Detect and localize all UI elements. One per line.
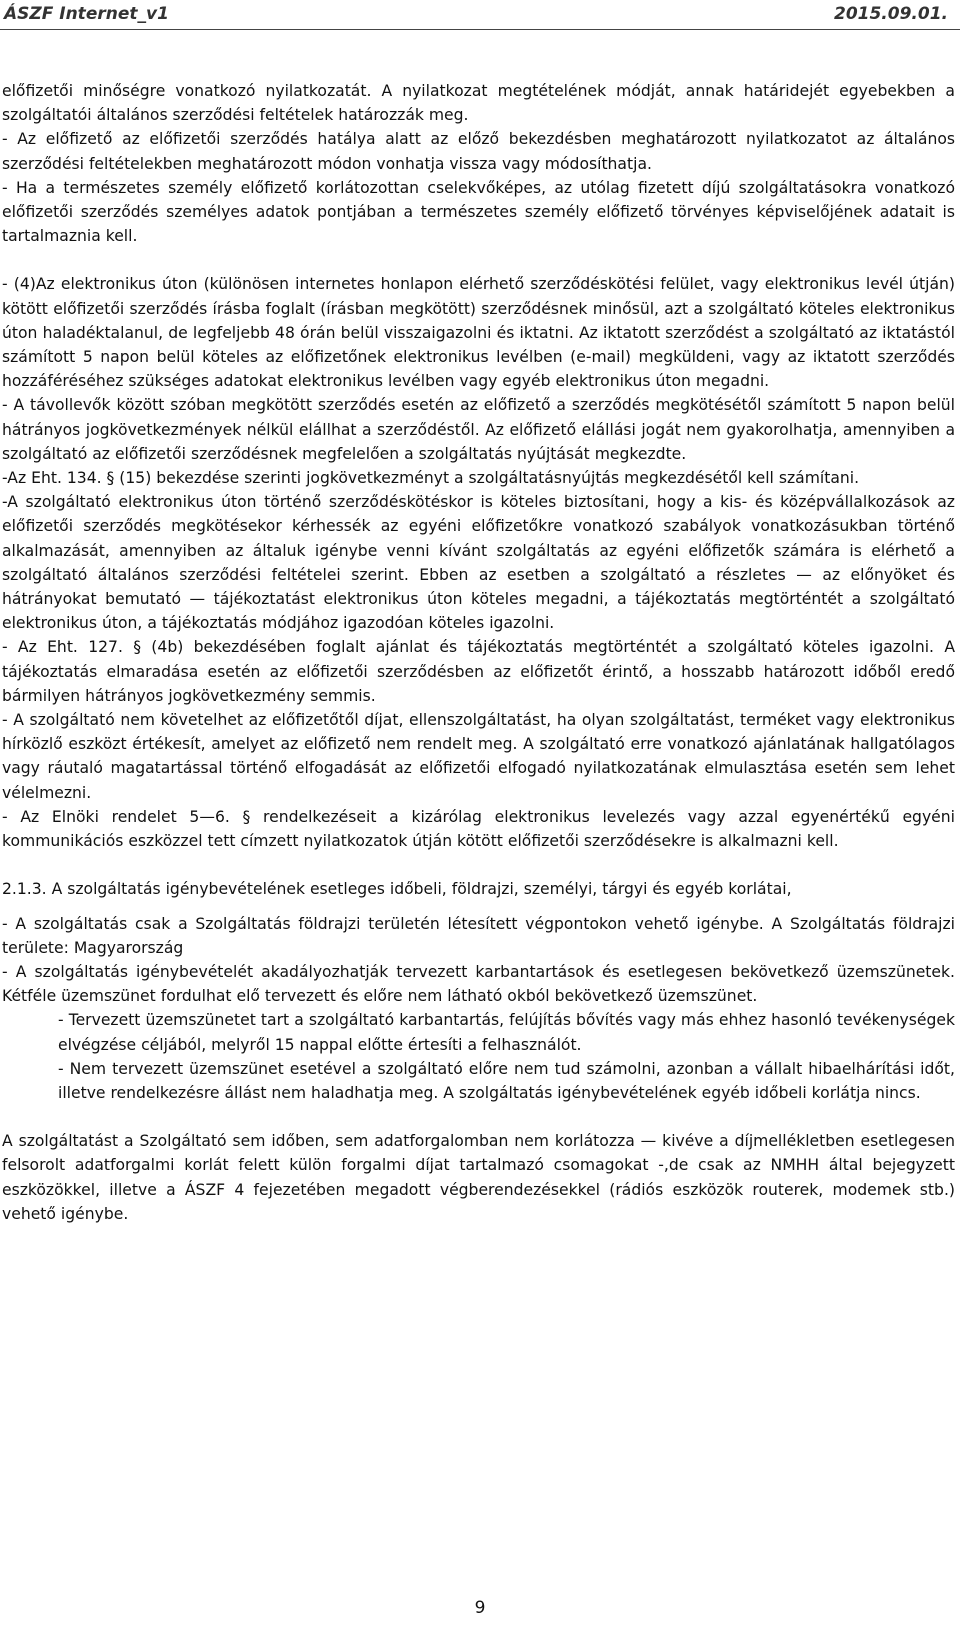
paragraph: - A szolgáltatás csak a Szolgáltatás földrajzi területén létesített végpontokon vehető igénybe. A Szolgáltatás földrajzi területe: Magyarország <box>2 914 955 957</box>
section-heading: 2.1.3. A szolgáltatás igénybevételének esetleges időbeli, földrajzi, személyi, tárgyi és egyéb korlátai, <box>2 880 792 899</box>
paragraph: -Az Eht. 134. § (15) bekezdése szerinti jogkövetkezményt a szolgáltatásnyújtás megkezdésétől kell számítani. <box>2 469 860 488</box>
header-date: 2015.09.01. <box>833 4 948 24</box>
paragraph: A szolgáltatást a Szolgáltató sem időben, sem adatforgalomban nem korlátozza — kivéve a díjmellékletben esetlegesen felsorolt adatforgalmi korlát felett külön forgalmi díjat tartalmazó csomagokat -,de csak az NMHH által bejegyzett eszközökkel, illetve a ÁSZF 4 fejezetében megadott végberendezésekkel (rádiós eszközök routerek, modemek stb.) vehető igénybe. <box>2 1132 955 1223</box>
header-document-title: ÁSZF Internet_v1 <box>4 4 169 24</box>
document-body <box>2 79 955 1226</box>
paragraph: - Ha a természetes személy előfizető korlátozottan cselekvőképes, az utólag fizetett díjú szolgáltatásokra vonatkozó előfizetői szerződés személyes adatok pontjában a természetes személy előfizető törvényes képviselőjének adatait is tartalmaznia kell. <box>2 178 955 246</box>
header-rule <box>0 29 960 30</box>
paragraph: előfizetői minőségre vonatkozó nyilatkozatát. A nyilatkozat megtételének módját, annak határidejét egyebekben a szolgáltatói általános szerződési feltételek határozzák meg. <box>2 82 955 125</box>
paragraph: - Az előfizető az előfizetői szerződés hatálya alatt az előző bekezdésben meghatározott nyilatkozatot az általános szerződési feltételekben meghatározott módon vonhatja vissza vagy módosíthatja. <box>2 130 955 173</box>
indented-paragraph: - Tervezett üzemszünetet tart a szolgáltató karbantartás, felújítás bővítés vagy más ehhez hasonló tevékenységek elvégzése céljából, melyről 15 nappal előtte értesíti a felhasználót. <box>58 1011 955 1054</box>
page-number: 9 <box>474 1598 486 1618</box>
paragraph: - A szolgáltató nem követelhet az előfizetőtől díjat, ellenszolgáltatást, ha olyan szolgáltatást, terméket vagy elektronikus hírközlő eszközt értékesít, amelyet az előfizető nem rendelt meg. A szolgáltató erre vonatkozó ajánlatának hallgatólagos vagy ráutaló magatartással történő elfogadását az előfizetői elfogadó nyilatkozatának elmulasztása esetén sem lehet vélelmezni. <box>2 711 955 802</box>
paragraph: - Az Eht. 127. § (4b) bekezdésében foglalt ajánlat és tájékoztatás megtörténtét a szolgáltató köteles igazolni. A tájékoztatás elmaradása esetén az előfizetői szerződésben az előfizetőt érintő, a hosszabb határozott időből eredő bármilyen hátrányos jogkövetkezmény semmis. <box>2 638 955 705</box>
paragraph: - Az Elnöki rendelet 5—6. § rendelkezéseit a kizárólag elektronikus levelezés vagy azzal egyenértékű egyéni kommunikációs eszközzel tett címzett nyilatkozatok útján kötött előfizetői szerződésekre is alkalmazni kell. <box>2 807 955 851</box>
paragraph: - (4)Az elektronikus úton (különösen internetes honlapon elérhető szerződéskötési felület, vagy elektronikus levél útján) kötött előfizetői szerződés írásba foglalt (írásban megkötött) szerződésnek minősül, azt a szolgáltató köteles elektronikus úton haladéktalanul, de legfeljebb 48 órán belül visszaigazolni és iktatni. Az iktatott szerződést a szolgáltató az iktatástól számított 5 napon belül köteles az előfizetőnek elektronikus levélben (e-mail) megküldeni, vagy az iktatott szerződés hozzáféréséhez szükséges adatokat elektronikus levélben vagy egyéb elektronikus úton megadni. <box>2 275 955 391</box>
paragraph: - A távollevők között szóban megkötött szerződés esetén az előfizető a szerződés megkötésétől számított 5 napon belül hátrányos jogkövetkezmények nélkül elállhat a szerződéstől. Az előfizető elállási jogát nem gyakorolhatja, amennyiben a szolgáltató az előfizetői szerződésnek megfelelően a szolgáltatás nyújtását megkezdte. <box>2 396 955 463</box>
paragraph: - A szolgáltatás igénybevételét akadályozhatják tervezett karbantartások és esetlegesen bekövetkező üzemszünetek. Kétféle üzemszünet fordulhat elő tervezett és előre nem látható okból bekövetkező üzemszünet. <box>2 962 955 1006</box>
paragraph: -A szolgáltató elektronikus úton történő szerződéskötéskor is köteles biztosítani, hogy a kis- és középvállalkozások az előfizetői szerződés megkötésekor kérhessék az egyéni előfizetőkre vonatkozó szabályok vonatkozásukban történő alkalmazását, amennyiben az általuk igénybe venni kívánt szolgáltatás az egyéni előfizetők számára is elérhető a szolgáltató általános szerződési feltételei szerint. Ebben az esetben a szolgáltató a részletes — az előnyöket és hátrányokat bemutató — tájékoztatást elektronikus úton köteles megadni, a tájékoztatás megtörténtét a szolgáltató elektronikus úton, a tájékoztatás módjához igazodóan köteles igazolni. <box>2 493 955 633</box>
page-header <box>0 0 960 32</box>
indented-paragraph: - Nem tervezett üzemszünet esetével a szolgáltató előre nem tud számolni, azonban a vállalt hibaelhárítási időt, illetve rendelkezésre állást nem haladhatja meg. A szolgáltatás igénybevételének egyéb időbeli korlátja nincs. <box>58 1059 955 1102</box>
